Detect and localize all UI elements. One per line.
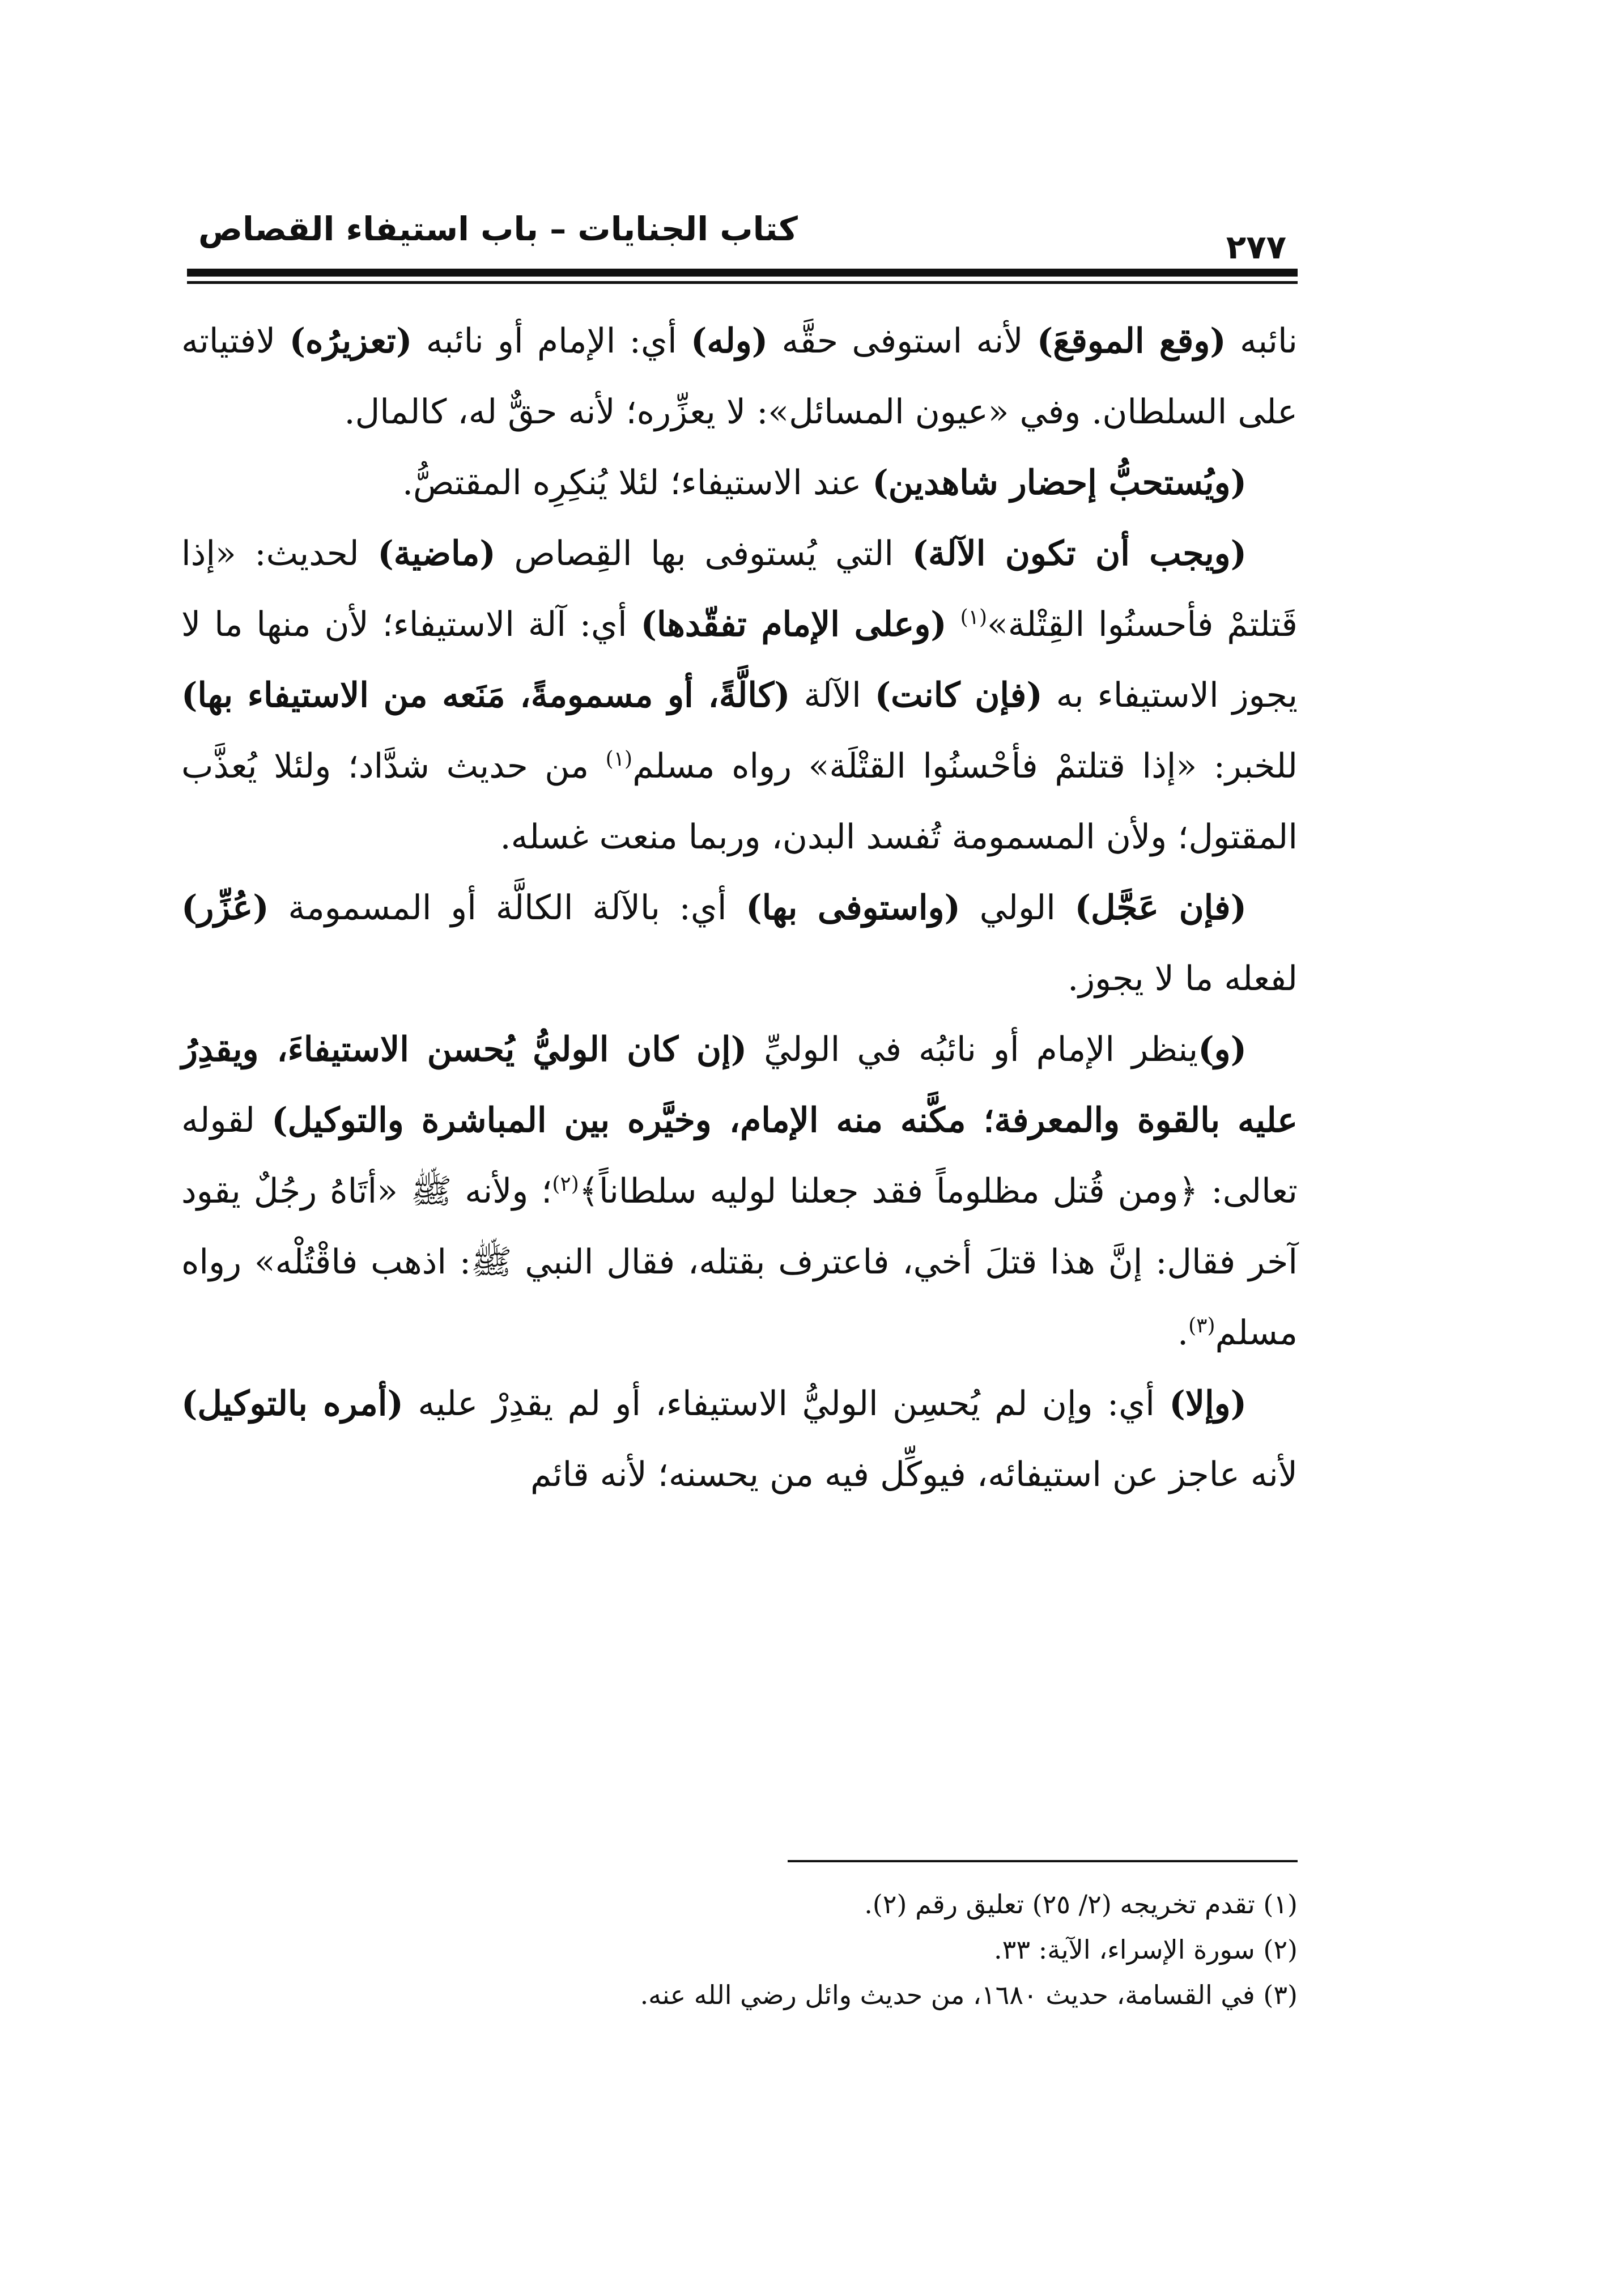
sharh-text: ينظر الإمام أو نائبُه في الوليِّ [747,1030,1198,1069]
sharh-text: لقوله تعالى: ﴿ومن قُتل مظلوماً فقد جعلنا لوليه سلطاناً﴾ [181,1101,1298,1211]
sharh-text [947,605,960,644]
paragraph [181,873,1298,1014]
sharh-text: أي: آلة الاستيفاء؛ لأن منها ما لا يجوز الاستيفاء به [181,605,1298,715]
matn-text: (عُزِّر) [181,888,269,928]
sharh-text: للخبر: «إذا قتلتمْ فأحْسنُوا القتْلَة» رواه مسلم [632,746,1298,786]
matn-text: (واستوفى بها) [746,888,960,928]
sharh-text: الولي [960,888,1075,928]
sharh-text: أي: بالآلة الكالَّة أو المسمومة [269,888,746,928]
sharh-text: الآلة [790,676,875,715]
footnote-ref: (١) [605,748,633,771]
paragraph [181,1369,1298,1510]
matn-text: (فإن كانت) [874,676,1043,715]
main-text [181,306,1298,1757]
matn-text: (ماضية) [377,534,496,574]
matn-text: (وإلا) [1169,1384,1247,1424]
sharh-text: أي: الإمام أو نائبه [412,321,691,361]
sharh-text: لفعله ما لا يجوز. [1068,959,1298,999]
sharh-text: لحديث: «إذا قَتلتمْ فأحسنُوا القِتْلة» [181,534,1298,644]
footnote-ref: (٢) [552,1173,579,1196]
footnote-3: (٣) في القسامة، حديث ١٦٨٠، من حديث وائل رضي الله عنه. [640,1980,1298,2010]
footnotes [181,1882,1298,2018]
sharh-text: ؛ ولأنه ﷺ «أتَاهُ رجُلٌ يقود آخر فقال: إنَّ هذا قتلَ أخي، فاعترف بقتله، فقال النبي ﷺ: اذهب فاقْتُلْه» رواه مسلم [181,1171,1298,1353]
matn-text: (تعزيرُه) [289,321,413,361]
sharh-text: لافتياته على السلطان. وفي «عيون المسائل»: لا يعزِّره؛ لأنه حقٌّ له، كالمال. [181,321,1298,432]
matn-text: (وقع الموقعَ) [1036,321,1226,361]
header-rule-thick [187,269,1298,277]
paragraph [181,519,1298,873]
sharh-text: لأنه استوفى حقَّه [768,321,1037,361]
sharh-text: لأنه عاجز عن استيفائه، فيوكِّل فيه من يحسنه؛ لأنه قائم [530,1455,1298,1494]
footnote-separator [788,1860,1298,1862]
page-number: ٢٧٧ [1226,228,1286,266]
matn-text: (وعلى الإمام تفقّدها) [640,605,947,644]
matn-text: (فإن عَجَّل) [1074,888,1247,928]
sharh-text: من حديث شدَّاد؛ ولئلا يُعذَّب المقتول؛ ولأن المسمومة تُفسد البدن، وربما منعت غسله. [181,746,1298,857]
matn-text: (أمره بالتوكيل) [181,1384,403,1424]
sharh-text: التي يُستوفى بها القِصاص [495,534,912,574]
chapter-title: كتاب الجنايات – باب استيفاء القصاص [198,210,798,248]
paragraph [181,306,1298,448]
paragraph [181,1014,1298,1369]
matn-text: (وله) [690,321,768,361]
sharh-text: نائبه [1226,321,1298,361]
footnote-1: (١) تقدم تخريجه (٢/ ٢٥) تعليق رقم (٢). [864,1889,1298,1920]
running-head [187,198,1298,266]
sharh-text: . [1177,1313,1189,1353]
footnote-ref: (١) [960,606,988,629]
matn-text: (ويجب أن تكون الآلة) [912,534,1247,574]
paragraph [181,448,1298,519]
header-rule-thin [187,281,1298,284]
matn-text: (إن كان الوليُّ يُحسن الاستيفاءَ، ويقدِرُ عليه بالقوة والمعرفة؛ مكَّنه منه الإمام، وخيَّره بين المباشرة والتوكيل) [181,1030,1298,1140]
matn-text: (ويُستحبُّ إحضار شاهدين) [872,463,1247,503]
sharh-text: أي: وإن لم يُحسِن الوليُّ الاستيفاء، أو لم يقدِرْ عليه [403,1384,1170,1424]
footnote-ref: (٣) [1188,1314,1215,1337]
matn-text: (كالَّةً، أو مسمومةً، مَنَعه من الاستيفاء بها) [181,676,790,715]
footnote-2: (٢) سورة الإسراء، الآية: ٣٣. [994,1934,1298,1965]
matn-text: (و) [1198,1030,1247,1069]
sharh-text: عند الاستيفاء؛ لئلا يُنكِرِه المقتصُّ. [402,463,873,503]
